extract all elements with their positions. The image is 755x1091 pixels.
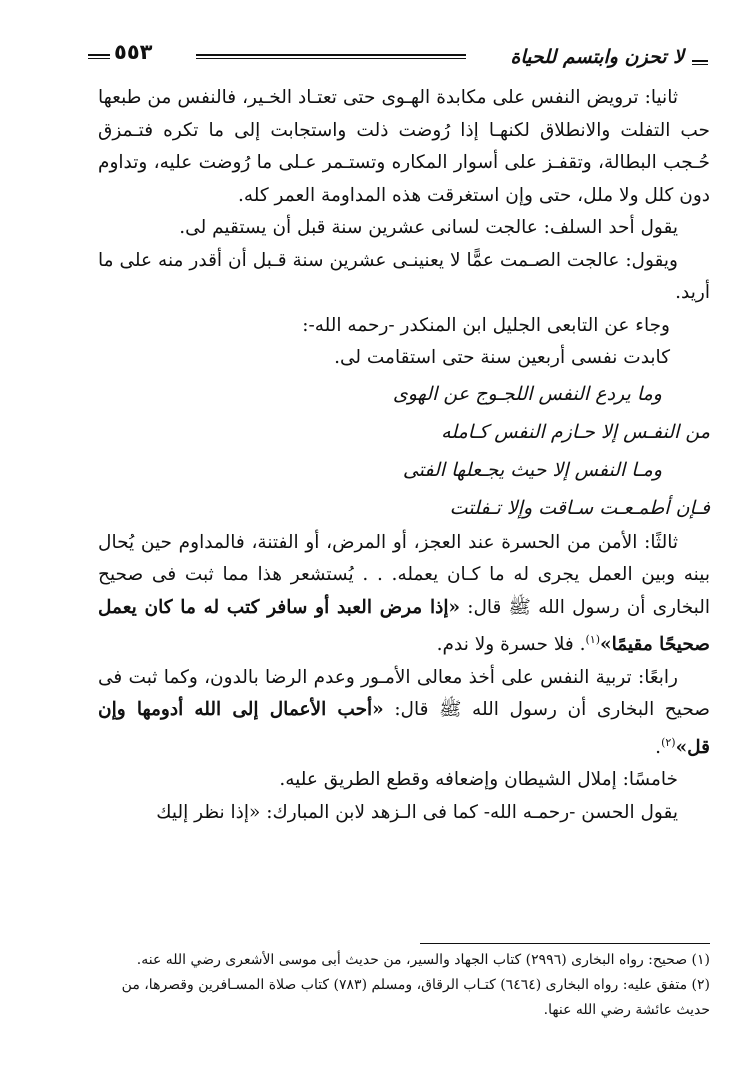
hadith-quote-2: «أحب الأعمال إلى الله أدومها وإن قل» — [98, 699, 710, 758]
paragraph-fifth-benefit: خامسًا: إملال الشيطان وإضعافه وقطع الطريق عليه. — [279, 769, 678, 791]
header-rule-middle — [196, 54, 466, 59]
paragraph-fourth-benefit — [98, 662, 710, 765]
footnote-2: (٢) متفق عليه: رواه البخارى (٦٤٦٤) كتـاب الرقاق، ومسلم (٧٨٣) كتاب صلاة المسـافرين وقصرها، من حديث عائشة رضي الله عنها. — [121, 977, 710, 1018]
page-body — [98, 82, 710, 829]
third-benefit-text: ثالثًا: الأمن من الحسرة عند العجز، أو المرض، أو الفتنة، فالمداوم حين يُحال بينه وبين العمل يجرى له ما كـان يعمله. . . يُستشعر هذا مما ثبت فى صحيح البخارى أن رسول الله ﷺ قال: — [98, 531, 710, 618]
header-rule-left — [88, 54, 110, 59]
fourth-benefit-text: رابعًا: تربية النفس على أخذ معالى الأمـور وعدم الرضا بالدون، وكما ثبت فى صحيح البخارى أن رسول الله ﷺ قال: — [98, 666, 710, 721]
poem — [98, 375, 710, 527]
paragraph-salaf-quote-1: يقول أحد السلف: عالجت لسانى عشرين سنة قبل أن يستقيم لى. — [179, 217, 678, 238]
poem-verse-3: ومـا النفس إلا حيث يجـعلها الفتى — [402, 458, 662, 481]
fourth-benefit-end: . — [655, 736, 662, 758]
page-header — [88, 40, 708, 80]
paragraph-ibn-munkadir-quote: كابدت نفسى أربعين سنة حتى استقامت لى. — [334, 347, 670, 368]
poem-verse-4: فـإن أطمـعـت سـاقت وإلا تـفلتت — [449, 496, 710, 519]
footnote-ref-1[interactable]: (١) — [585, 633, 600, 646]
paragraph-ibn-munkadir: وجاء عن التابعى الجليل ابن المنكدر -رحمه الله-: — [302, 314, 670, 336]
hadith-quote-1: «إذا مرض العبد أو سافر كتب له ما كان يعمل صحيحًا مقيمًا» — [98, 596, 710, 656]
footnote-ref-2[interactable]: (٢) — [661, 735, 676, 749]
third-benefit-end: . فلا حسرة ولا ندم. — [436, 634, 586, 656]
paragraph-salaf-quote-2: ويقول: عالجت الصـمت عمًّا لا يعنينـى عشرين سنة قـبل أن أقدر منه على ما أريد. — [98, 249, 710, 303]
book-title: لا تحزن وابتسم للحياة — [510, 46, 684, 68]
paragraph-third-benefit — [98, 527, 710, 662]
footnote-separator — [420, 943, 710, 944]
footnotes — [98, 948, 710, 1023]
page-number: ٥٥٣ — [114, 40, 153, 64]
header-rule-right — [692, 60, 708, 65]
poem-verse-2: من النفـس إلا حـازم النفس كـامله — [441, 420, 710, 443]
poem-verse-1: وما يردع النفس اللجـوج عن الهوى — [392, 382, 662, 405]
footnote-1: (١) صحيح: رواه البخارى (٢٩٩٦) كتاب الجهاد والسير، من حديث أبى موسى الأشعرى رضي الله عنه. — [136, 952, 710, 968]
paragraph-hasan-quote: يقول الحسن -رحمـه الله- كما فى الـزهد لابن المبارك: «إذا نظر إليك — [156, 801, 678, 823]
paragraph-second-benefit: ثانيا: ترويض النفس على مكابدة الهـوى حتى تعتـاد الخـير، فالنفس من طبعها حب التفلت والانطلاق لكنهـا إذا رُوضت ذلت واستجابت إلى ما تكره فتـمزق حُـجب البطالة، وتقفـز على أسوار المكاره وتستـمر عـلى ما رُوضت عليه، وتداوم دون كلل ولا ملل، حتى وإن استغرقت هذه المداومة العمر كله. — [98, 87, 710, 206]
